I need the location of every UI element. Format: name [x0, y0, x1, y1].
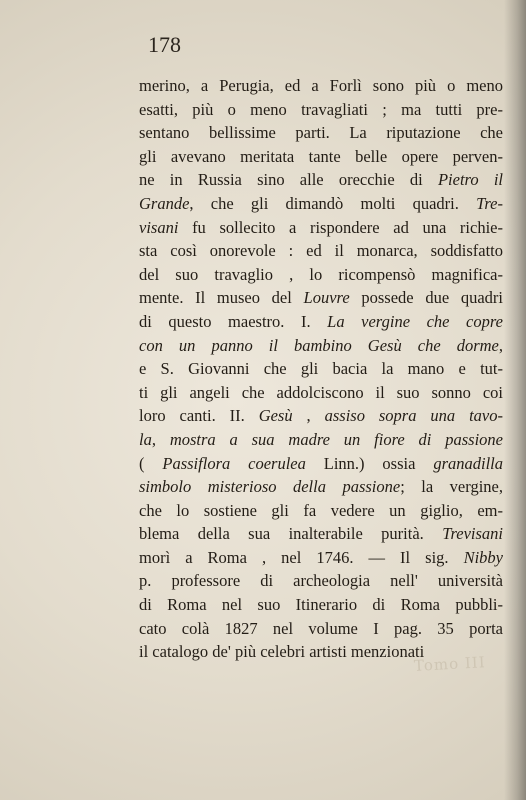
text-line — [139, 310, 503, 334]
text-line — [139, 640, 503, 664]
text-span: , — [498, 335, 503, 355]
text-span: gli avevano meritata tante belle opere perven- — [139, 146, 503, 166]
text-span: ne in Russia sino alle orecchie di — [139, 170, 438, 190]
italic-span: La vergine che copre — [327, 311, 503, 331]
text-span: loro canti. II. — [139, 406, 259, 426]
italic-span: Louvre — [303, 288, 350, 308]
gutter-shadow — [504, 0, 526, 800]
text-span: del suo travaglio , lo ricompensò magnifica- — [139, 264, 503, 284]
text-span: p. professore di archeologia nell' università — [139, 571, 503, 591]
text-span: , — [151, 429, 170, 449]
text-line — [139, 428, 503, 452]
text-line — [139, 121, 503, 145]
text-line — [139, 452, 503, 476]
text-line — [139, 216, 503, 240]
text-span: e S. Giovanni che gli bacia la mano e tut- — [139, 359, 503, 379]
italic-span: assiso sopra una tavo- — [324, 406, 504, 426]
text-span: cato colà 1827 nel volume I pag. 35 porta — [139, 618, 503, 638]
text-span: possede due quadri — [349, 288, 503, 308]
text-span: fu sollecito a rispondere ad una richie- — [178, 217, 503, 237]
italic-span: granadilla — [433, 453, 503, 473]
text-line — [139, 263, 503, 287]
italic-span: simbolo misterioso della passione — [139, 477, 401, 497]
text-span: Linn.) ossia — [305, 453, 434, 473]
text-span: morì a Roma , nel 1746. — Il sig. — [139, 547, 464, 567]
text-line — [139, 381, 503, 405]
italic-span: Nibby — [463, 547, 503, 567]
page-number: 178 — [148, 32, 181, 57]
italic-span: Grande — [139, 193, 190, 213]
italic-span: Passiflora coerulea — [162, 453, 306, 473]
italic-span: con un panno il bambino Gesù che dorme — [139, 335, 499, 355]
text-span: merino, a Perugia, ed a Forlì sono più o meno — [139, 76, 503, 95]
text-span: ; la vergine, — [400, 477, 503, 497]
text-line — [139, 286, 503, 310]
text-span: , che gli dimandò molti quadri. — [189, 193, 477, 213]
text-line — [139, 334, 503, 358]
italic-span: Pietro il — [437, 170, 503, 190]
text-line — [139, 404, 503, 428]
text-line — [139, 357, 503, 381]
text-line — [139, 522, 503, 546]
text-span: blema della sua inalterabile purità. — [139, 524, 443, 544]
bleed-through-text: Tomo III — [413, 653, 487, 675]
text-line — [139, 168, 503, 192]
italic-span: visani — [139, 217, 179, 237]
text-span: mente. Il museo del — [139, 288, 304, 308]
italic-span: Tre- — [476, 193, 503, 213]
text-line — [139, 617, 503, 641]
text-line — [139, 145, 503, 169]
italic-span: Trevisani — [442, 524, 503, 544]
text-line — [139, 98, 503, 122]
text-span: esatti, più o meno travagliati ; ma tutti pre- — [139, 99, 503, 119]
text-line — [139, 546, 503, 570]
text-line — [139, 74, 503, 98]
text-span: ti gli angeli che addolciscono il suo sonno coi — [139, 382, 503, 402]
text-line — [139, 239, 503, 263]
text-span: , — [292, 406, 325, 426]
text-line — [139, 475, 503, 499]
text-span: sentano bellissime parti. La riputazione che — [139, 123, 503, 143]
text-line — [139, 499, 503, 523]
body-text — [139, 74, 503, 664]
text-span: di Roma nel suo Itinerario di Roma pubbli- — [139, 595, 503, 615]
text-line — [139, 593, 503, 617]
text-span: che lo sostiene gli fa vedere un giglio, em- — [139, 500, 503, 520]
text-line — [139, 569, 503, 593]
text-span: ( — [139, 453, 163, 473]
text-span: sta così onorevole : ed il monarca, soddisfatto — [139, 241, 503, 261]
italic-span: Gesù — [258, 406, 293, 426]
italic-span: mostra a sua madre un fiore di passione — [169, 429, 503, 449]
text-span: di questo maestro. I. — [139, 311, 328, 331]
text-line — [139, 192, 503, 216]
text-span: il catalogo de' più celebri artisti menzionati — [139, 642, 425, 662]
italic-span: la — [139, 429, 152, 449]
